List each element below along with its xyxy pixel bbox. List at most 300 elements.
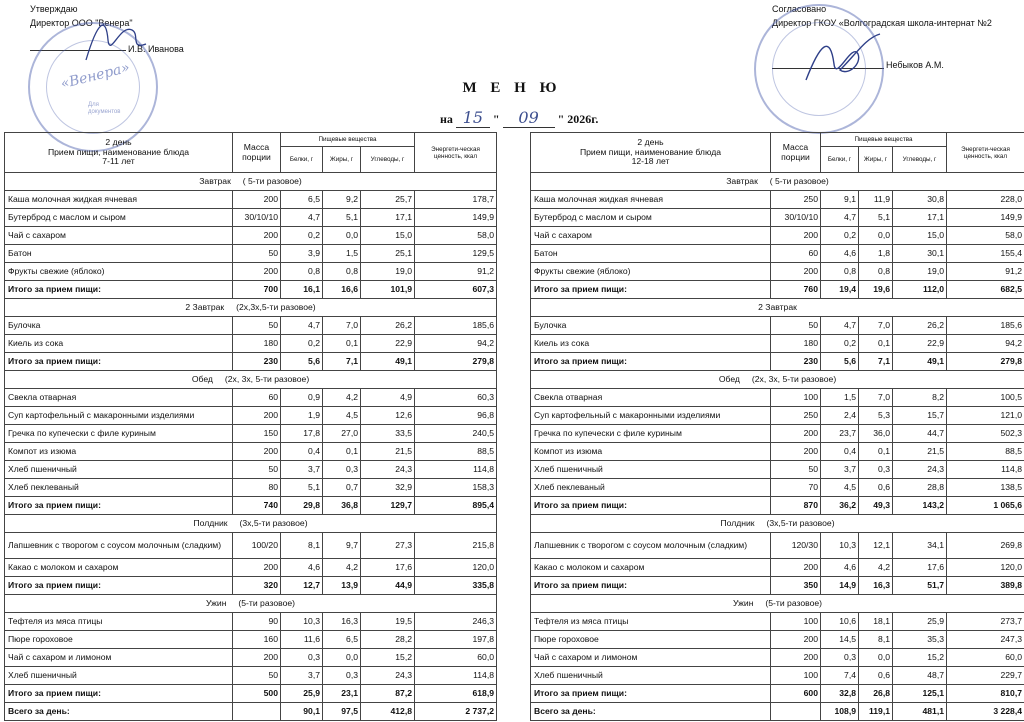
fat-value: 7,0 bbox=[323, 317, 361, 335]
energy-value: 335,8 bbox=[415, 577, 497, 595]
protein-value: 4,6 bbox=[281, 559, 323, 577]
dish-name: Какао с молоком и сахаром bbox=[5, 559, 233, 577]
energy-value: 273,7 bbox=[947, 613, 1024, 631]
dish-name: Компот из изюма bbox=[531, 443, 771, 461]
fat-value: 12,1 bbox=[859, 533, 893, 559]
protein-value: 3,7 bbox=[281, 461, 323, 479]
carbs-value: 33,5 bbox=[361, 425, 415, 443]
date-year: 2026г. bbox=[567, 112, 599, 126]
dish-row bbox=[531, 631, 1024, 649]
portion-mass: 90 bbox=[233, 613, 281, 631]
dish-row bbox=[531, 425, 1024, 443]
menu-table-12-18 bbox=[530, 132, 1024, 721]
total-label: Всего за день: bbox=[531, 703, 771, 721]
protein-value: 36,2 bbox=[821, 497, 859, 515]
fat-value: 0,6 bbox=[859, 479, 893, 497]
col-meal-header bbox=[5, 133, 233, 173]
approver-position: Директор ООО "Венера" bbox=[30, 18, 133, 28]
dish-row bbox=[531, 317, 1024, 335]
fat-value: 4,2 bbox=[859, 559, 893, 577]
carbs-value: 125,1 bbox=[893, 685, 947, 703]
dish-row bbox=[531, 191, 1024, 209]
dish-name: Хлеб пшеничный bbox=[5, 461, 233, 479]
portion-mass: 230 bbox=[771, 353, 821, 371]
col-meal-header bbox=[531, 133, 771, 173]
dish-row bbox=[5, 649, 497, 667]
protein-value: 0,3 bbox=[281, 649, 323, 667]
meal-section-header bbox=[531, 371, 1024, 389]
energy-value: 94,2 bbox=[415, 335, 497, 353]
fat-value: 0,1 bbox=[859, 443, 893, 461]
meal-total-row bbox=[5, 281, 497, 299]
fat-value: 0,3 bbox=[859, 461, 893, 479]
meal-total-row bbox=[5, 353, 497, 371]
fat-value: 18,1 bbox=[859, 613, 893, 631]
protein-value: 4,7 bbox=[281, 209, 323, 227]
protein-value: 16,1 bbox=[281, 281, 323, 299]
dish-row bbox=[531, 227, 1024, 245]
portion-mass: 180 bbox=[771, 335, 821, 353]
col-nutrients-header: Пищевые вещества bbox=[821, 133, 947, 147]
energy-value: 228,0 bbox=[947, 191, 1024, 209]
protein-value: 0,9 bbox=[281, 389, 323, 407]
portion-mass: 230 bbox=[233, 353, 281, 371]
energy-value: 185,6 bbox=[947, 317, 1024, 335]
carbs-value: 17,1 bbox=[893, 209, 947, 227]
dish-row bbox=[531, 461, 1024, 479]
dish-row bbox=[5, 209, 497, 227]
dish-name: Тефтеля из мяса птицы bbox=[5, 613, 233, 631]
carbs-value: 28,2 bbox=[361, 631, 415, 649]
dish-row bbox=[531, 209, 1024, 227]
dish-row bbox=[5, 443, 497, 461]
portion-mass: 320 bbox=[233, 577, 281, 595]
dish-name: Лапшевник с творогом с соусом молочным (сладким) bbox=[531, 533, 771, 559]
dish-row bbox=[5, 461, 497, 479]
carbs-value: 24,3 bbox=[361, 461, 415, 479]
meal-total-row bbox=[531, 281, 1024, 299]
protein-value: 23,7 bbox=[821, 425, 859, 443]
carbs-value: 26,2 bbox=[893, 317, 947, 335]
meal-section-title: 2 Завтрак bbox=[531, 299, 1024, 317]
total-label: Итого за прием пищи: bbox=[5, 685, 233, 703]
fat-value: 0,0 bbox=[323, 227, 361, 245]
protein-value: 0,2 bbox=[281, 335, 323, 353]
total-label: Итого за прием пищи: bbox=[5, 353, 233, 371]
dish-row bbox=[5, 407, 497, 425]
dish-row bbox=[531, 245, 1024, 263]
portion-mass: 100 bbox=[771, 667, 821, 685]
dish-row bbox=[5, 227, 497, 245]
energy-value: 129,5 bbox=[415, 245, 497, 263]
carbs-value: 51,7 bbox=[893, 577, 947, 595]
menu-table-7-11 bbox=[4, 132, 497, 721]
portion-mass: 740 bbox=[233, 497, 281, 515]
meal-total-row bbox=[531, 577, 1024, 595]
carbs-value: 25,7 bbox=[361, 191, 415, 209]
energy-value: 229,7 bbox=[947, 667, 1024, 685]
carbs-value: 30,8 bbox=[893, 191, 947, 209]
date-month: 09 bbox=[518, 108, 539, 127]
energy-value: 185,6 bbox=[415, 317, 497, 335]
fat-value: 0,1 bbox=[323, 335, 361, 353]
dish-row bbox=[531, 559, 1024, 577]
dish-row bbox=[5, 263, 497, 281]
portion-mass: 180 bbox=[233, 335, 281, 353]
energy-value: 88,5 bbox=[947, 443, 1024, 461]
carbs-value: 129,7 bbox=[361, 497, 415, 515]
dish-name: Пюре гороховое bbox=[531, 631, 771, 649]
total-label: Итого за прием пищи: bbox=[531, 685, 771, 703]
fat-value: 7,1 bbox=[323, 353, 361, 371]
meal-column-label: Прием пищи, наименование блюда bbox=[579, 146, 722, 157]
dish-row bbox=[531, 389, 1024, 407]
carbs-value: 22,9 bbox=[361, 335, 415, 353]
protein-value: 14,9 bbox=[821, 577, 859, 595]
fat-value: 4,2 bbox=[323, 559, 361, 577]
col-nutrients-header: Пищевые вещества bbox=[281, 133, 415, 147]
carbs-value: 22,9 bbox=[893, 335, 947, 353]
portion-mass: 200 bbox=[771, 425, 821, 443]
carbs-value: 15,7 bbox=[893, 407, 947, 425]
carbs-value: 143,2 bbox=[893, 497, 947, 515]
day-total-row bbox=[5, 703, 497, 721]
carbs-value: 101,9 bbox=[361, 281, 415, 299]
portion-mass: 350 bbox=[771, 577, 821, 595]
fat-value: 5,3 bbox=[859, 407, 893, 425]
carbs-value: 48,7 bbox=[893, 667, 947, 685]
protein-value: 3,7 bbox=[281, 667, 323, 685]
dish-name: Суп картофельный с макаронными изделиями bbox=[531, 407, 771, 425]
energy-value: 158,3 bbox=[415, 479, 497, 497]
carbs-value: 30,1 bbox=[893, 245, 947, 263]
day-label: 2 день bbox=[637, 137, 664, 148]
protein-value: 5,6 bbox=[821, 353, 859, 371]
meal-section-header bbox=[5, 595, 497, 613]
dish-row bbox=[5, 191, 497, 209]
dish-name: Бутерброд с маслом и сыром bbox=[5, 209, 233, 227]
portion-mass: 700 bbox=[233, 281, 281, 299]
protein-value: 5,6 bbox=[281, 353, 323, 371]
protein-value: 3,9 bbox=[281, 245, 323, 263]
carbs-value: 28,8 bbox=[893, 479, 947, 497]
protein-value: 4,7 bbox=[821, 317, 859, 335]
energy-value: 1 065,6 bbox=[947, 497, 1024, 515]
portion-mass: 60 bbox=[233, 389, 281, 407]
portion-mass: 60 bbox=[771, 245, 821, 263]
protein-value: 4,6 bbox=[821, 559, 859, 577]
fat-value: 0,8 bbox=[323, 263, 361, 281]
carbs-value: 15,2 bbox=[361, 649, 415, 667]
energy-value: 121,0 bbox=[947, 407, 1024, 425]
portion-mass: 200 bbox=[771, 227, 821, 245]
portion-mass bbox=[233, 703, 281, 721]
energy-value: 269,8 bbox=[947, 533, 1024, 559]
fat-value: 27,0 bbox=[323, 425, 361, 443]
protein-value: 5,1 bbox=[281, 479, 323, 497]
dish-row bbox=[531, 443, 1024, 461]
meal-section-title: Завтрак ( 5-ти разовое) bbox=[531, 173, 1024, 191]
meal-section-title: Ужин (5-ти разовое) bbox=[5, 595, 497, 613]
fat-value: 0,8 bbox=[859, 263, 893, 281]
energy-value: 502,3 bbox=[947, 425, 1024, 443]
dish-name: Киель из сока bbox=[5, 335, 233, 353]
portion-mass: 250 bbox=[771, 191, 821, 209]
energy-value: 120,0 bbox=[947, 559, 1024, 577]
energy-value: 240,5 bbox=[415, 425, 497, 443]
dish-name: Батон bbox=[5, 245, 233, 263]
age-label: 7-11 лет bbox=[102, 156, 135, 167]
protein-value: 108,9 bbox=[821, 703, 859, 721]
energy-value: 3 228,4 bbox=[947, 703, 1024, 721]
protein-value: 9,1 bbox=[821, 191, 859, 209]
date-line: на 15 " 09 " 2026г. bbox=[440, 108, 599, 127]
dish-name: Чай с сахаром bbox=[5, 227, 233, 245]
energy-value: 607,3 bbox=[415, 281, 497, 299]
portion-mass: 50 bbox=[233, 667, 281, 685]
meal-section-title: Завтрак ( 5-ти разовое) bbox=[5, 173, 497, 191]
dish-row bbox=[5, 245, 497, 263]
fat-value: 9,2 bbox=[323, 191, 361, 209]
energy-value: 279,8 bbox=[947, 353, 1024, 371]
carbs-value: 32,9 bbox=[361, 479, 415, 497]
fat-value: 7,0 bbox=[859, 317, 893, 335]
col-protein-header: Белки, г bbox=[821, 147, 859, 173]
meal-total-row bbox=[5, 497, 497, 515]
meal-section-header bbox=[531, 299, 1024, 317]
dish-name: Бутерброд с маслом и сыром bbox=[531, 209, 771, 227]
portion-mass: 200 bbox=[233, 649, 281, 667]
fat-value: 7,0 bbox=[859, 389, 893, 407]
energy-value: 246,3 bbox=[415, 613, 497, 631]
protein-value: 10,3 bbox=[821, 533, 859, 559]
energy-value: 149,9 bbox=[415, 209, 497, 227]
dish-row bbox=[5, 631, 497, 649]
protein-value: 25,9 bbox=[281, 685, 323, 703]
carbs-value: 25,9 bbox=[893, 613, 947, 631]
total-label: Итого за прием пищи: bbox=[531, 497, 771, 515]
carbs-value: 19,5 bbox=[361, 613, 415, 631]
portion-mass: 250 bbox=[771, 407, 821, 425]
carbs-value: 15,2 bbox=[893, 649, 947, 667]
fat-value: 19,6 bbox=[859, 281, 893, 299]
portion-mass: 100/20 bbox=[233, 533, 281, 559]
total-label: Итого за прием пищи: bbox=[5, 577, 233, 595]
energy-value: 58,0 bbox=[947, 227, 1024, 245]
portion-mass: 160 bbox=[233, 631, 281, 649]
energy-value: 60,0 bbox=[415, 649, 497, 667]
protein-value: 1,5 bbox=[821, 389, 859, 407]
carbs-value: 34,1 bbox=[893, 533, 947, 559]
carbs-value: 112,0 bbox=[893, 281, 947, 299]
dish-row bbox=[5, 389, 497, 407]
portion-mass: 30/10/10 bbox=[233, 209, 281, 227]
total-label: Всего за день: bbox=[5, 703, 233, 721]
dish-name: Чай с сахаром bbox=[531, 227, 771, 245]
col-protein-header: Белки, г bbox=[281, 147, 323, 173]
protein-value: 6,5 bbox=[281, 191, 323, 209]
carbs-value: 26,2 bbox=[361, 317, 415, 335]
fat-value: 0,3 bbox=[323, 461, 361, 479]
portion-mass: 30/10/10 bbox=[771, 209, 821, 227]
dish-name: Какао с молоком и сахаром bbox=[531, 559, 771, 577]
day-total-row bbox=[531, 703, 1024, 721]
dish-name: Хлеб пеклеваный bbox=[531, 479, 771, 497]
meal-section-title: Полдник (3х,5-ти разовое) bbox=[5, 515, 497, 533]
portion-mass: 500 bbox=[233, 685, 281, 703]
dish-row bbox=[531, 335, 1024, 353]
carbs-value: 17,6 bbox=[893, 559, 947, 577]
energy-value: 100,5 bbox=[947, 389, 1024, 407]
portion-mass: 50 bbox=[233, 317, 281, 335]
carbs-value: 412,8 bbox=[361, 703, 415, 721]
energy-value: 618,9 bbox=[415, 685, 497, 703]
energy-value: 60,3 bbox=[415, 389, 497, 407]
energy-value: 96,8 bbox=[415, 407, 497, 425]
portion-mass: 70 bbox=[771, 479, 821, 497]
carbs-value: 4,9 bbox=[361, 389, 415, 407]
protein-value: 12,7 bbox=[281, 577, 323, 595]
portion-mass: 200 bbox=[233, 443, 281, 461]
energy-value: 197,8 bbox=[415, 631, 497, 649]
carbs-value: 19,0 bbox=[361, 263, 415, 281]
energy-value: 178,7 bbox=[415, 191, 497, 209]
protein-value: 0,2 bbox=[821, 227, 859, 245]
approver-name: И.В. Иванова bbox=[128, 44, 184, 54]
energy-value: 155,4 bbox=[947, 245, 1024, 263]
portion-mass: 50 bbox=[771, 461, 821, 479]
fat-value: 9,7 bbox=[323, 533, 361, 559]
meal-section-header bbox=[531, 515, 1024, 533]
protein-value: 17,8 bbox=[281, 425, 323, 443]
carbs-value: 17,6 bbox=[361, 559, 415, 577]
energy-value: 149,9 bbox=[947, 209, 1024, 227]
carbs-value: 21,5 bbox=[361, 443, 415, 461]
portion-mass: 200 bbox=[233, 559, 281, 577]
meal-column-label: Прием пищи, наименование блюда bbox=[47, 146, 190, 157]
dish-row bbox=[531, 407, 1024, 425]
fat-value: 4,2 bbox=[323, 389, 361, 407]
dish-name: Свекла отварная bbox=[531, 389, 771, 407]
fat-value: 0,6 bbox=[859, 667, 893, 685]
meal-section-header bbox=[531, 595, 1024, 613]
col-fat-header: Жиры, г bbox=[859, 147, 893, 173]
fat-value: 5,1 bbox=[323, 209, 361, 227]
total-label: Итого за прием пищи: bbox=[5, 281, 233, 299]
fat-value: 119,1 bbox=[859, 703, 893, 721]
signature-left bbox=[80, 10, 150, 70]
energy-value: 114,8 bbox=[415, 461, 497, 479]
portion-mass: 50 bbox=[233, 245, 281, 263]
meal-section-title: Обед (2х, 3х, 5-ти разовое) bbox=[5, 371, 497, 389]
dish-name: Фрукты свежие (яблоко) bbox=[531, 263, 771, 281]
fat-value: 49,3 bbox=[859, 497, 893, 515]
meal-section-header bbox=[531, 173, 1024, 191]
dish-row bbox=[531, 613, 1024, 631]
portion-mass: 200 bbox=[771, 631, 821, 649]
meal-total-row bbox=[531, 353, 1024, 371]
dish-row bbox=[531, 649, 1024, 667]
col-carbs-header: Углеводы, г bbox=[893, 147, 947, 173]
fat-value: 16,3 bbox=[859, 577, 893, 595]
fat-value: 0,0 bbox=[859, 649, 893, 667]
agree-label: Согласовано bbox=[772, 4, 827, 14]
fat-value: 0,1 bbox=[859, 335, 893, 353]
carbs-value: 24,3 bbox=[893, 461, 947, 479]
col-carbs-header: Углеводы, г bbox=[361, 147, 415, 173]
protein-value: 4,6 bbox=[821, 245, 859, 263]
dish-row bbox=[5, 335, 497, 353]
fat-value: 8,1 bbox=[859, 631, 893, 649]
portion-mass: 200 bbox=[233, 407, 281, 425]
col-mass-header: Масса порции bbox=[233, 133, 281, 173]
dish-name: Тефтеля из мяса птицы bbox=[531, 613, 771, 631]
protein-value: 3,7 bbox=[821, 461, 859, 479]
portion-mass: 200 bbox=[771, 263, 821, 281]
energy-value: 279,8 bbox=[415, 353, 497, 371]
dish-name: Каша молочная жидкая ячневая bbox=[531, 191, 771, 209]
dish-name: Булочка bbox=[5, 317, 233, 335]
total-label: Итого за прием пищи: bbox=[531, 353, 771, 371]
carbs-value: 15,0 bbox=[893, 227, 947, 245]
protein-value: 10,6 bbox=[821, 613, 859, 631]
meal-total-row bbox=[5, 685, 497, 703]
energy-value: 895,4 bbox=[415, 497, 497, 515]
dish-name: Хлеб пеклеваный bbox=[5, 479, 233, 497]
meal-section-title: 2 Завтрак (2х,3х,5-ти разовое) bbox=[5, 299, 497, 317]
protein-value: 0,4 bbox=[821, 443, 859, 461]
carbs-value: 15,0 bbox=[361, 227, 415, 245]
protein-value: 0,2 bbox=[281, 227, 323, 245]
meal-section-header bbox=[5, 299, 497, 317]
dish-row bbox=[5, 479, 497, 497]
energy-value: 114,8 bbox=[415, 667, 497, 685]
carbs-value: 8,2 bbox=[893, 389, 947, 407]
dish-row bbox=[5, 559, 497, 577]
portion-mass: 870 bbox=[771, 497, 821, 515]
fat-value: 1,8 bbox=[859, 245, 893, 263]
dish-name: Пюре гороховое bbox=[5, 631, 233, 649]
energy-value: 60,0 bbox=[947, 649, 1024, 667]
carbs-value: 44,7 bbox=[893, 425, 947, 443]
dish-name: Лапшевник с творогом с соусом молочным (сладким) bbox=[5, 533, 233, 559]
dish-name: Чай с сахаром и лимоном bbox=[5, 649, 233, 667]
protein-value: 0,2 bbox=[821, 335, 859, 353]
carbs-value: 35,3 bbox=[893, 631, 947, 649]
portion-mass: 200 bbox=[771, 649, 821, 667]
portion-mass: 200 bbox=[233, 227, 281, 245]
fat-value: 23,1 bbox=[323, 685, 361, 703]
protein-value: 1,9 bbox=[281, 407, 323, 425]
col-energy-header: Энергети-ческая ценность, ккал bbox=[415, 133, 497, 173]
meal-section-title: Полдник (3х,5-ти разовое) bbox=[531, 515, 1024, 533]
dish-row bbox=[5, 613, 497, 631]
carbs-value: 27,3 bbox=[361, 533, 415, 559]
col-fat-header: Жиры, г bbox=[323, 147, 361, 173]
carbs-value: 49,1 bbox=[361, 353, 415, 371]
meal-total-row bbox=[5, 577, 497, 595]
dish-name: Гречка по купечески с филе куриным bbox=[5, 425, 233, 443]
dish-name: Свекла отварная bbox=[5, 389, 233, 407]
fat-value: 0,0 bbox=[323, 649, 361, 667]
energy-value: 88,5 bbox=[415, 443, 497, 461]
fat-value: 16,6 bbox=[323, 281, 361, 299]
portion-mass: 150 bbox=[233, 425, 281, 443]
portion-mass: 120/30 bbox=[771, 533, 821, 559]
dish-name: Хлеб пшеничный bbox=[5, 667, 233, 685]
fat-value: 5,1 bbox=[859, 209, 893, 227]
carbs-value: 25,1 bbox=[361, 245, 415, 263]
